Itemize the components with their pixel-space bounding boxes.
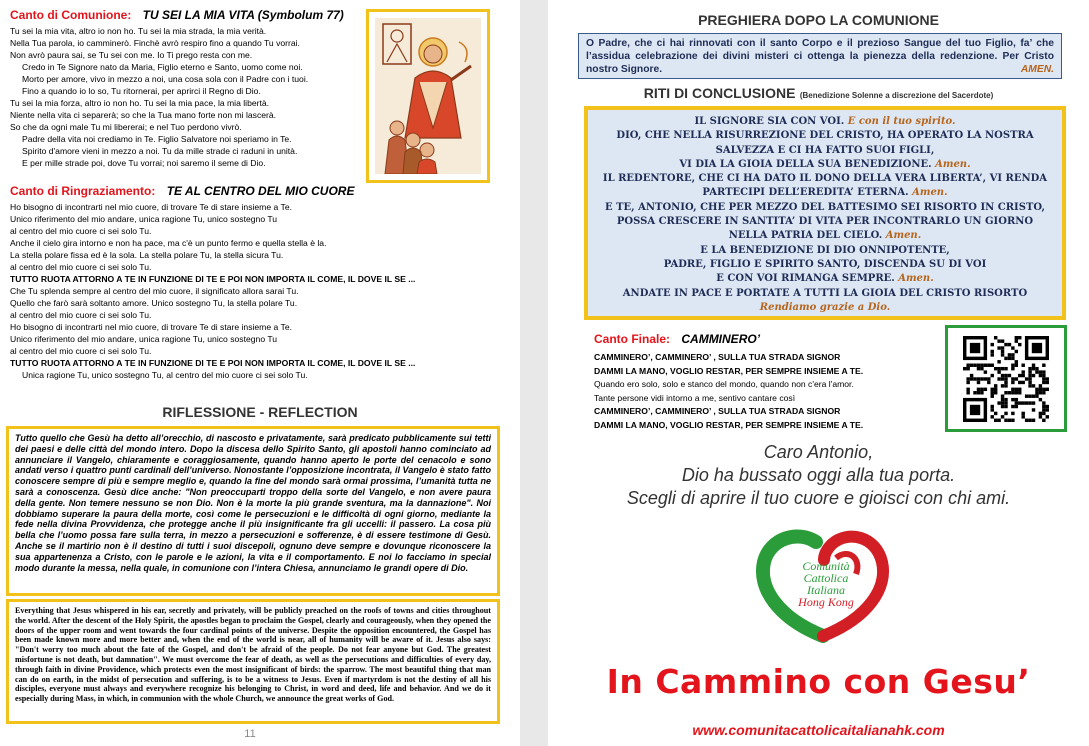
communion-label: Canto di Comunione: (10, 8, 132, 22)
blessing-text-span: E TE, ANTONIO, CHE PER MEZZO DEL BATTESIMO SEI RISORTO IN CRISTO, (604, 201, 1045, 213)
lyric-line: al centro del mio cuore ci sei solo Tu. (10, 346, 152, 356)
blessing-text-span: E LA BENEDIZIONE DI DIO ONNIPOTENTE, (700, 244, 950, 256)
prayer-title: PREGHIERA DOPO LA COMUNIONE (698, 12, 939, 28)
logo-text (776, 560, 876, 608)
blessing-text-span: NELLA PATRIA DEL CIELO. (728, 230, 886, 242)
lyric-line: al centro del mio cuore ci sei solo Tu. (10, 226, 152, 236)
lyric-line: al centro del mio cuore ci sei solo Tu. (10, 310, 152, 320)
blessing-text (592, 115, 1058, 315)
blessing-response: Amen. (912, 187, 948, 199)
rites-note: (Benedizione Solenne a discrezione del Sacerdote) (799, 91, 994, 100)
blessing-line (592, 244, 1058, 258)
greeting-line: Scegli di aprire il tuo cuore e gioisci con chi ami. (626, 488, 1011, 508)
blessing-text-span: PADRE, FIGLIO E SPIRITO SANTO, DISCENDA SU DI VOI (663, 258, 987, 270)
communion-section (10, 8, 365, 169)
lyric-line: Unica ragione Tu, unico sostegno Tu, al centro del mio cuore ci sei solo Tu. (22, 370, 308, 380)
reflection-italian-text: Tutto quello che Gesù ha detto all’orecchio, di nascosto e privatamente, sarà predicato pubblicamente sui tetti dei paesi e delle città del mondo intero. Dopo la discesa dello Spirito Santo, gli apostoli hanno cominciato ad annunciare il Vangelo, chiaramente e coraggiosamente, quando hanno aperto le porte del cenacolo e sono andati verso i quattro punti cardinali dell’universo. Nonostante l’opposizione incontrata, il Vangelo è stato fatto conoscere sempre di più e sempre meglio e, quando la fine del mondo sarà ormai prossima, l’umanità tutta ne sarà a conoscenza. Gesù dice anche: "Non preoccuparti troppo della sorte del Vangelo, e non avere paura della gente. Non temere nessuno se non Dio. Non è la morte la più grande sventura, ma la dannazione". Noi dobbiamo superare la paura della morte, così come le persecuzioni e le difficoltà di ogni giorno, mediante la fede nella divina Provvidenza, che protegge anche il più insignificante fra gli uccelli: il passero. La cosa più bella che l’uomo possa fare sulla terra, in mezzo a persecuzioni e sofferenze, è di essere testimone di Gesù. Anche se il martirio non è il destino di tutti i suoi discepoli, ognuno deve sempre e dovunque riconoscere la sua appartenenza a Cristo, con le parole e le azioni, la vita e il comportamento. E noi lo facciamo in special modo durante la messa, nella quale, in comunione con l’intera Chiesa, annunciamo le grandi opere di Dio. (15, 433, 491, 573)
rites-title: RITI DI CONCLUSIONE (643, 85, 796, 101)
greeting-line: Dio ha bussato oggi alla tua porta. (681, 465, 956, 485)
lyric-line: Credo in Te Signore nato da Maria, Figlio eterno e Santo, uomo come noi. (22, 62, 303, 72)
blessing-line (592, 144, 1058, 158)
qr-code-frame (945, 325, 1067, 432)
final-song-label: Canto Finale: (594, 332, 671, 346)
communion-lyrics (10, 25, 365, 169)
lyric-line: Padre della vita noi crediamo in Te. Figlio Salvatore noi speriamo in Te. (22, 134, 292, 144)
community-logo (748, 518, 898, 658)
blessing-line (592, 272, 1058, 286)
thanksgiving-section (10, 184, 515, 381)
lyric-line: Fino a quando io lo so, Tu ritornerai, per aprirci il Regno di Dio. (22, 86, 261, 96)
blessing-text-span: IL SIGNORE SIA CON VOI. (694, 116, 848, 127)
jesus-illustration (375, 18, 481, 174)
right-page (548, 0, 1089, 746)
final-song-title: CAMMINERO’ (681, 332, 761, 346)
blessing-line (592, 158, 1058, 172)
blessing-response: Amen. (885, 230, 922, 242)
page-number: 11 (244, 728, 256, 740)
lyric-line: Unico riferimento del mio andare, unica ragione Tu, unico sostegno Tu (10, 334, 278, 344)
greeting (548, 441, 1089, 510)
blessing-text-span: E CON VOI RIMANGA SEMPRE. (716, 273, 899, 285)
communion-heading (10, 8, 365, 22)
qr-code-icon (963, 336, 1049, 422)
final-song-line: Quando ero solo, solo e stanco del mondo, quando non c'era l'amor. (594, 379, 854, 389)
final-song-line: CAMMINERO’, CAMMINERO’ , SULLA TUA STRADA SIGNOR (594, 406, 841, 416)
final-song-line: DAMMI LA MANO, VOGLIO RESTAR, PER SEMPRE INSIEME A TE. (594, 419, 864, 430)
lyric-line: Anche il cielo gira intorno e non ha pace, ma c'è un punto fermo e quella stella è la. (10, 238, 327, 248)
final-song-line: DAMMI LA MANO, VOGLIO RESTAR, PER SEMPRE INSIEME A TE. (594, 365, 864, 376)
jesus-image-frame (366, 9, 490, 183)
reflection-title: RIFLESSIONE - REFLECTION (162, 404, 358, 420)
lyric-line: Che Tu splenda sempre al centro del mio cuore, il significato allora sarai Tu. (10, 286, 299, 296)
lyric-line: Ho bisogno di incontrarti nel mio cuore, di trovare Te di stare insieme a Te. (10, 322, 292, 332)
blessing-line (592, 215, 1058, 229)
blessing-text-span: ANDATE IN PACE E PORTATE A TUTTI LA GIOIA DEL CRISTO RISORTO (622, 287, 1028, 299)
lyric-line: Spirito d'amore vieni in mezzo a noi. Tu da mille strade ci raduni in unità. (22, 146, 298, 156)
prayer-box (578, 33, 1062, 79)
reflection-italian-box (6, 426, 500, 596)
lyric-line: Unico riferimento del mio andare, unica ragione Tu, unico sostegno Tu (10, 214, 278, 224)
blessing-line (592, 258, 1058, 272)
logo-text-line: Cattolica (803, 571, 849, 585)
rites-heading (548, 85, 1089, 103)
communion-song: TU SEI LA MIA VITA (Symbolum 77) (142, 8, 344, 22)
blessing-line (592, 115, 1058, 129)
blessing-response: E con il tuo spirito. (847, 116, 956, 127)
thanksgiving-song: TE AL CENTRO DEL MIO CUORE (166, 184, 355, 198)
thanksgiving-lyrics (10, 201, 515, 381)
lyric-line: Nella Tua parola, io camminerò. Finchè avrò respiro fino a quando Tu vorrai. (10, 38, 300, 48)
lyric-line: E per mille strade poi, dove Tu vorrai; noi saremo il seme di Dio. (22, 158, 266, 168)
blessing-line (592, 186, 1058, 200)
blessing-text-span: VI DIA LA GIOIA DELLA SUA BENEDIZIONE. (679, 158, 936, 170)
logo-text-line: Comunità (802, 559, 850, 573)
logo-text-line: Italiana (807, 583, 845, 597)
blessing-line (592, 172, 1058, 186)
logo-text-line: Hong Kong (798, 595, 854, 609)
thanksgiving-label: Canto di Ringraziamento: (10, 184, 156, 198)
lyric-line: So che da ogni male Tu mi libererai; e nel Tuo perdono vivrò. (10, 122, 242, 132)
lyric-line: Ho bisogno di incontrarti nel mio cuore, di trovare Te di stare insieme a Te. (10, 202, 292, 212)
blessing-text-span: POSSA CRESCERE IN SANTITA’ DI VITA PER INCONTRARLO UN GIORNO (616, 216, 1034, 228)
thanksgiving-heading (10, 184, 515, 198)
lyric-line: Tu sei la mia forza, altro io non ho. Tu sei la mia pace, la mia libertà. (10, 98, 270, 108)
prayer-text (586, 37, 1054, 76)
left-page (0, 0, 520, 746)
blessing-response: Amen. (935, 158, 971, 170)
greeting-line: Caro Antonio, (763, 442, 874, 462)
blessing-text-span: SALVEZZA E CI HA FATTO SUOI FIGLI, (715, 144, 935, 156)
lyric-line: TUTTO RUOTA ATTORNO A TE IN FUNZIONE DI TE E POI NON IMPORTA IL COME, IL DOVE IL SE ... (10, 274, 416, 284)
lyric-line: Non avrò paura sai, se Tu sei con me. Io Ti prego resta con me. (10, 50, 253, 60)
lyric-line: Tu sei la mia vita, altro io non ho. Tu sei la mia strada, la mia verità. (10, 26, 267, 36)
blessing-line (592, 129, 1058, 143)
blessing-response: Amen. (898, 273, 934, 285)
blessing-line (592, 287, 1058, 301)
lyric-line: La stella polare fissa ed è la sola. La stella polare Tu, la stella sicura Tu. (10, 250, 284, 260)
final-song-line: CAMMINERO’, CAMMINERO’ , SULLA TUA STRADA SIGNOR (594, 352, 841, 362)
blessing-line (592, 229, 1058, 243)
lyric-line: Quello che farò sarà soltanto amore. Unico sostegno Tu, la stella polare Tu. (10, 298, 298, 308)
lyric-line: Niente nella vita ci separerà; so che la Tua mano forte non mi lascerà. (10, 110, 277, 120)
reflection-english-box (6, 599, 500, 724)
lyric-line: Morto per amore, vivo in mezzo a noi, una cosa sola con il Padre con i tuoi. (22, 74, 309, 84)
final-song-line: Tante persone vidi intorno a me, sentivo cantare così (594, 392, 796, 403)
final-song-section (594, 332, 944, 432)
blessing-box (584, 106, 1066, 320)
prayer-amen: AMEN. (1020, 64, 1054, 75)
lyric-line: al centro del mio cuore ci sei solo Tu. (10, 262, 152, 272)
reflection-english-text: Everything that Jesus whispered in his ear, secretly and privately, will be publicly preached on the roofs of towns and cities throughout the world. After the descent of the Holy Spirit, the apostles began to proclaim the Gospel, clearly and courageously, when they opened the doors of the upper room and went towards the four cardinal points of the universe. Despite the opposition encountered, the Gospel has been made known more and more better and, when the end of the world is near, all of humanity will be aware of it. Jesus also says: "Don't worry too much about the fate of the Gospel, and don't be afraid of the people. Do not fear anyone but God. The greatest misfortune is not death, but damnation". We must overcome the fear of death, as well as the persecutions and difficulties of every day, through faith in divine Providence, which protects even the most insignificant of birds: the sparrow. The most beautiful thing that man can do on earth, in the midst of persecution and suffering, is to be a witness to Jesus. Even if martyrdom is not the destiny of all his disciples, everyone must always and everywhere recognize his belonging to Christ, in word and deed, life and behavior. And we do it especially during Mass, in which, in communion with the whole Church, we announce the great works of God. (15, 606, 491, 704)
prayer-body: O Padre, che ci hai rinnovati con il santo Corpo e il prezioso Sangue del tuo Figlio, fa’ che l’assidua celebrazione dei divini misteri ci ottenga la pienezza della redenzione. Per Cristo nostro Signore. (586, 38, 1054, 75)
blessing-line (592, 201, 1058, 215)
website-link[interactable]: www.comunitacattolicaitalianahk.com (692, 722, 945, 738)
blessing-line (592, 301, 1058, 315)
final-song-lyrics (594, 351, 944, 432)
blessing-response: Rendiamo grazie a Dio. (759, 301, 891, 313)
blessing-text-span: IL REDENTORE, CHE CI HA DATO IL DONO DELLA VERA LIBERTA’, VI RENDA (602, 173, 1048, 185)
lyric-line: TUTTO RUOTA ATTORNO A TE IN FUNZIONE DI TE E POI NON IMPORTA IL COME, IL DOVE IL SE ... (10, 358, 416, 368)
blessing-text-span: PARTECIPI DELL’EREDITA’ ETERNA. (702, 187, 913, 199)
page-gutter (520, 0, 548, 746)
blessing-text-span: DIO, CHE NELLA RISURREZIONE DEL CRISTO, HA OPERATO LA NOSTRA (616, 130, 1034, 142)
final-song-heading (594, 332, 944, 346)
banner-title: In Cammino con Gesu’ (606, 662, 1031, 701)
